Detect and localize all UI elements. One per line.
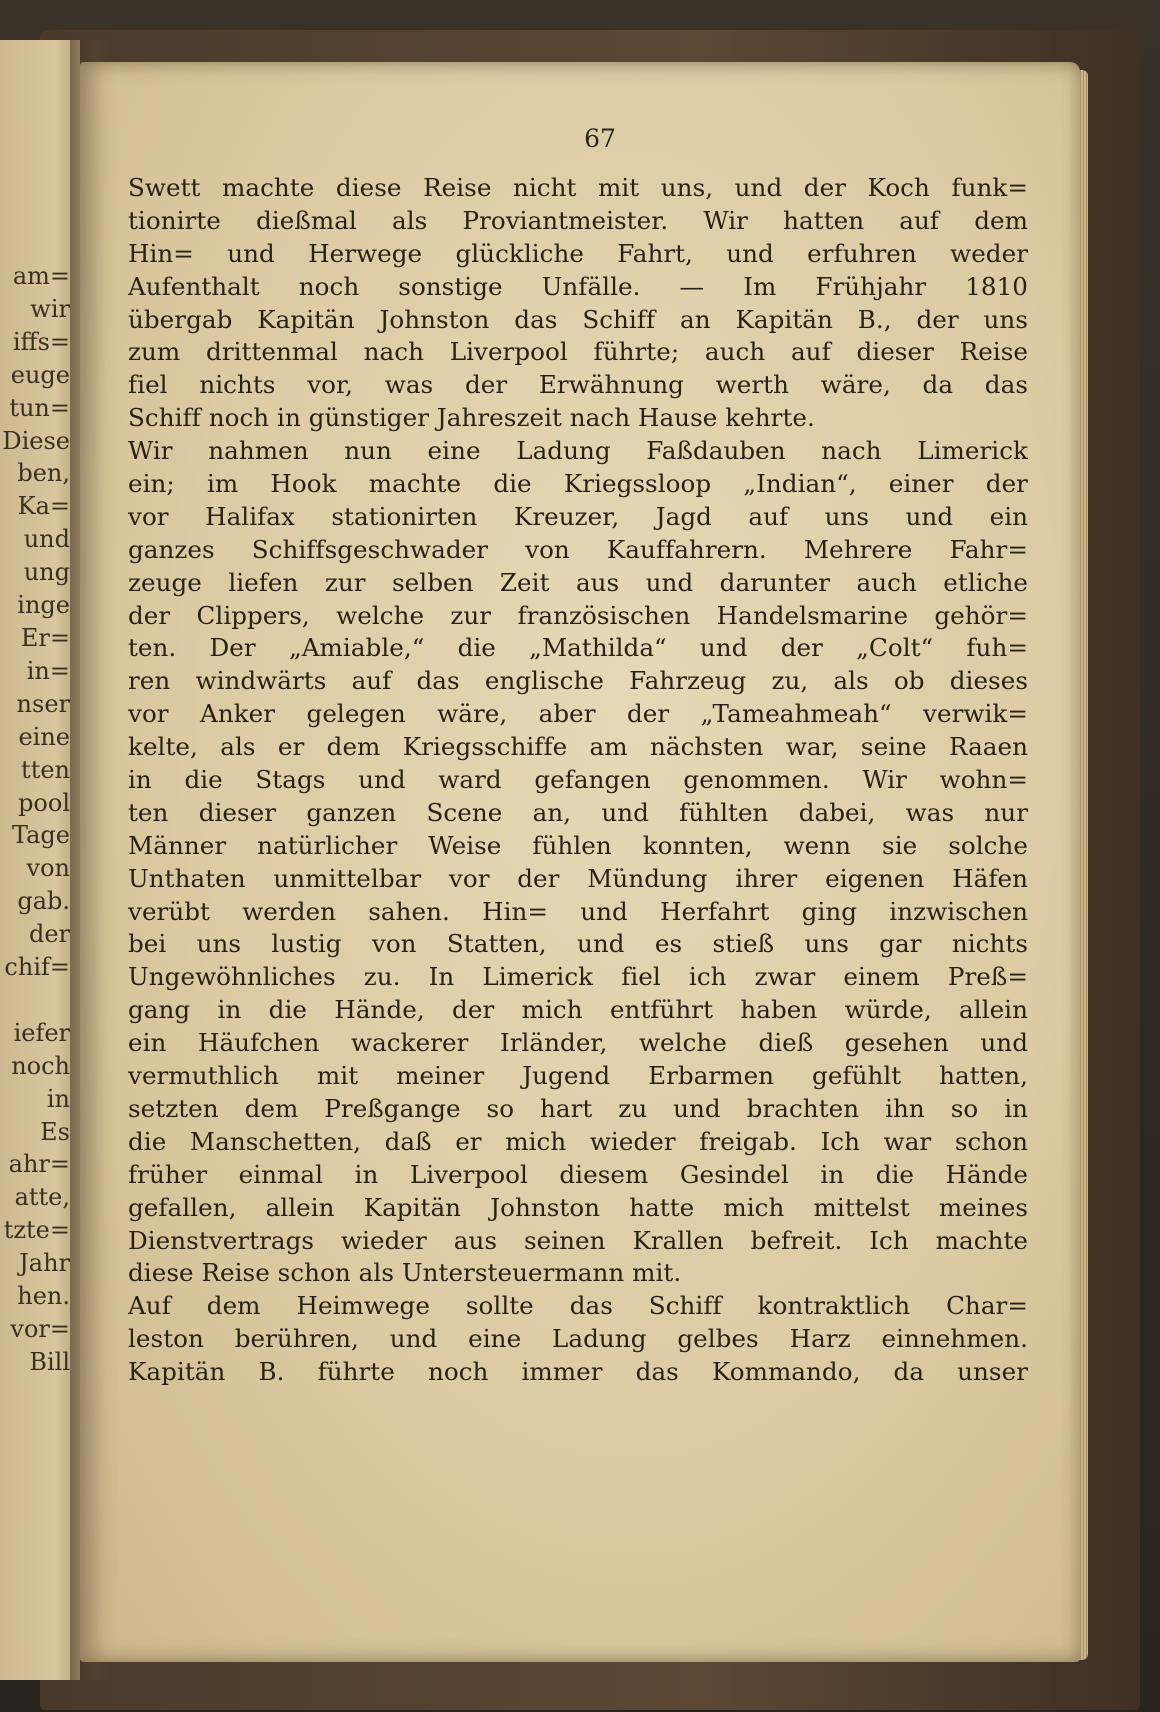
text-line: in die Stags und ward gefangen genommen. Wir wohn= <box>128 765 1028 795</box>
text-line: diese Reise schon als Untersteuermann mit. <box>128 1258 682 1288</box>
facing-page-fragment: Tage <box>11 821 70 850</box>
facing-page-fragment: tun= <box>9 393 70 422</box>
facing-page-fragment: der <box>28 920 70 949</box>
text-line: vor Halifax stationirten Kreuzer, Jagd auf uns und ein <box>128 501 1028 531</box>
facing-page-fragment: euge <box>10 360 70 389</box>
facing-page-fragment: am= <box>12 262 70 290</box>
facing-page-fragment: Es <box>40 1117 70 1146</box>
facing-page-fragment: ung <box>23 558 70 587</box>
book-page <box>80 62 1080 1662</box>
body-text <box>128 172 1028 1389</box>
facing-page-fragment: tzte= <box>3 1216 70 1245</box>
facing-page-fragment: iefer <box>13 1018 70 1047</box>
text-line: Unthaten unmittelbar vor der Mündung ihrer eigenen Häfen <box>128 863 1028 893</box>
facing-page <box>0 40 80 1680</box>
facing-page-fragment: Jahr <box>19 1249 70 1278</box>
text-line: früher einmal in Liverpool diesem Gesindel in die Hände <box>128 1159 1028 1189</box>
facing-page-fragment: ben, <box>17 459 70 488</box>
facing-page-fragment: Er= <box>20 623 70 652</box>
text-line: die Manschetten, daß er mich wieder freigab. Ich war schon <box>128 1126 1028 1156</box>
facing-page-fragment: Bill <box>29 1347 70 1376</box>
facing-page-fragment: tten <box>21 755 70 784</box>
text-line: Wir nahmen nun eine Ladung Faßdauben nach Limerick <box>128 436 1028 466</box>
facing-page-fragment: noch <box>11 1051 70 1080</box>
text-line: ganzes Schiffsgeschwader von Kauffahrern. Mehrere Fahr= <box>128 534 1028 564</box>
facing-page-fragment: ahr= <box>8 1150 70 1179</box>
facing-page-fragment: Diese <box>2 426 70 455</box>
text-line: Ungewöhnliches zu. In Limerick fiel ich zwar einem Preß= <box>128 962 1028 992</box>
text-line: Kapitän B. führte noch immer das Kommando, da unser <box>128 1357 1028 1387</box>
facing-page-fragment: gab. <box>17 887 70 916</box>
facing-page-fragment: iffs= <box>12 327 70 356</box>
text-line: setzten dem Preßgange so hart zu und brachten ihn so in <box>128 1093 1028 1123</box>
text-line: vor Anker gelegen wäre, aber der „Tameahmeah“ verwik= <box>128 699 1028 729</box>
facing-page-text <box>0 260 70 1379</box>
facing-page-fragment: chif= <box>4 953 70 982</box>
text-line: verübt werden sahen. Hin= und Herfahrt ging inzwischen <box>128 896 1028 926</box>
facing-page-fragment <box>0 984 70 1017</box>
facing-page-fragment: atte, <box>14 1183 70 1212</box>
facing-page-fragment: in <box>46 1084 70 1113</box>
text-line: Dienstvertrags wieder aus seinen Krallen befreit. Ich machte <box>128 1225 1028 1255</box>
text-line: Schiff noch in günstiger Jahreszeit nach Hause kehrte. <box>128 403 815 433</box>
text-line: zeuge liefen zur selben Zeit aus und darunter auch etliche <box>128 567 1028 597</box>
facing-page-fragment: inge <box>17 591 70 620</box>
text-line: Männer natürlicher Weise fühlen konnten, wenn sie solche <box>128 830 1028 860</box>
text-line: kelte, als er dem Kriegsschiffe am nächsten war, seine Raaen <box>128 732 1028 762</box>
text-line: Aufenthalt noch sonstige Unfälle. — Im Frühjahr 1810 <box>128 271 1028 301</box>
text-line: vermuthlich mit meiner Jugend Erbarmen gefühlt hatten, <box>128 1061 1028 1091</box>
text-line: Swett machte diese Reise nicht mit uns, und der Koch funk= <box>128 173 1028 202</box>
text-line: ren windwärts auf das englische Fahrzeug zu, als ob dieses <box>128 666 1028 696</box>
facing-page-fragment: nser <box>16 689 70 718</box>
text-line: tionirte dießmal als Proviantmeister. Wir hatten auf dem <box>128 205 1028 235</box>
facing-page-fragment: pool <box>18 788 70 817</box>
text-line: gang in die Hände, der mich entführt haben würde, allein <box>128 995 1028 1025</box>
text-line: bei uns lustig von Statten, und es stieß uns gar nichts <box>128 929 1028 959</box>
text-line: zum drittenmal nach Liverpool führte; auch auf dieser Reise <box>128 337 1028 367</box>
facing-page-fragment: eine <box>18 722 70 751</box>
facing-page-fragment: hen. <box>17 1282 70 1311</box>
text-line: Hin= und Herwege glückliche Fahrt, und erfuhren weder <box>128 238 1028 268</box>
facing-page-fragment: vor= <box>10 1315 70 1343</box>
text-line: der Clippers, welche zur französischen Handelsmarine gehör= <box>128 600 1028 630</box>
text-line: ten. Der „Amiable,“ die „Mathilda“ und der „Colt“ fuh= <box>128 633 1028 663</box>
text-line: übergab Kapitän Johnston das Schiff an Kapitän B., der uns <box>128 304 1028 334</box>
text-line: ein Häufchen wackerer Irländer, welche dieß gesehen und <box>128 1028 1028 1058</box>
text-line: Auf dem Heimwege sollte das Schiff kontraktlich Char= <box>128 1291 1028 1321</box>
page-number: 67 <box>584 124 616 153</box>
facing-page-fragment: von <box>26 854 70 883</box>
text-line: gefallen, allein Kapitän Johnston hatte mich mittelst meines <box>128 1192 1028 1222</box>
text-line: fiel nichts vor, was der Erwähnung werth wäre, da das <box>128 370 1028 400</box>
facing-page-fragment: Ka= <box>17 492 70 521</box>
text-line: ten dieser ganzen Scene an, und fühlten dabei, was nur <box>128 797 1028 827</box>
facing-page-fragment: in= <box>26 656 70 685</box>
facing-page-fragment: wir <box>30 294 70 323</box>
facing-page-fragment: und <box>23 525 70 554</box>
text-line: ein; im Hook machte die Kriegssloop „Indian“, einer der <box>128 469 1028 499</box>
text-line: leston berühren, und eine Ladung gelbes Harz einnehmen. <box>128 1324 1028 1354</box>
